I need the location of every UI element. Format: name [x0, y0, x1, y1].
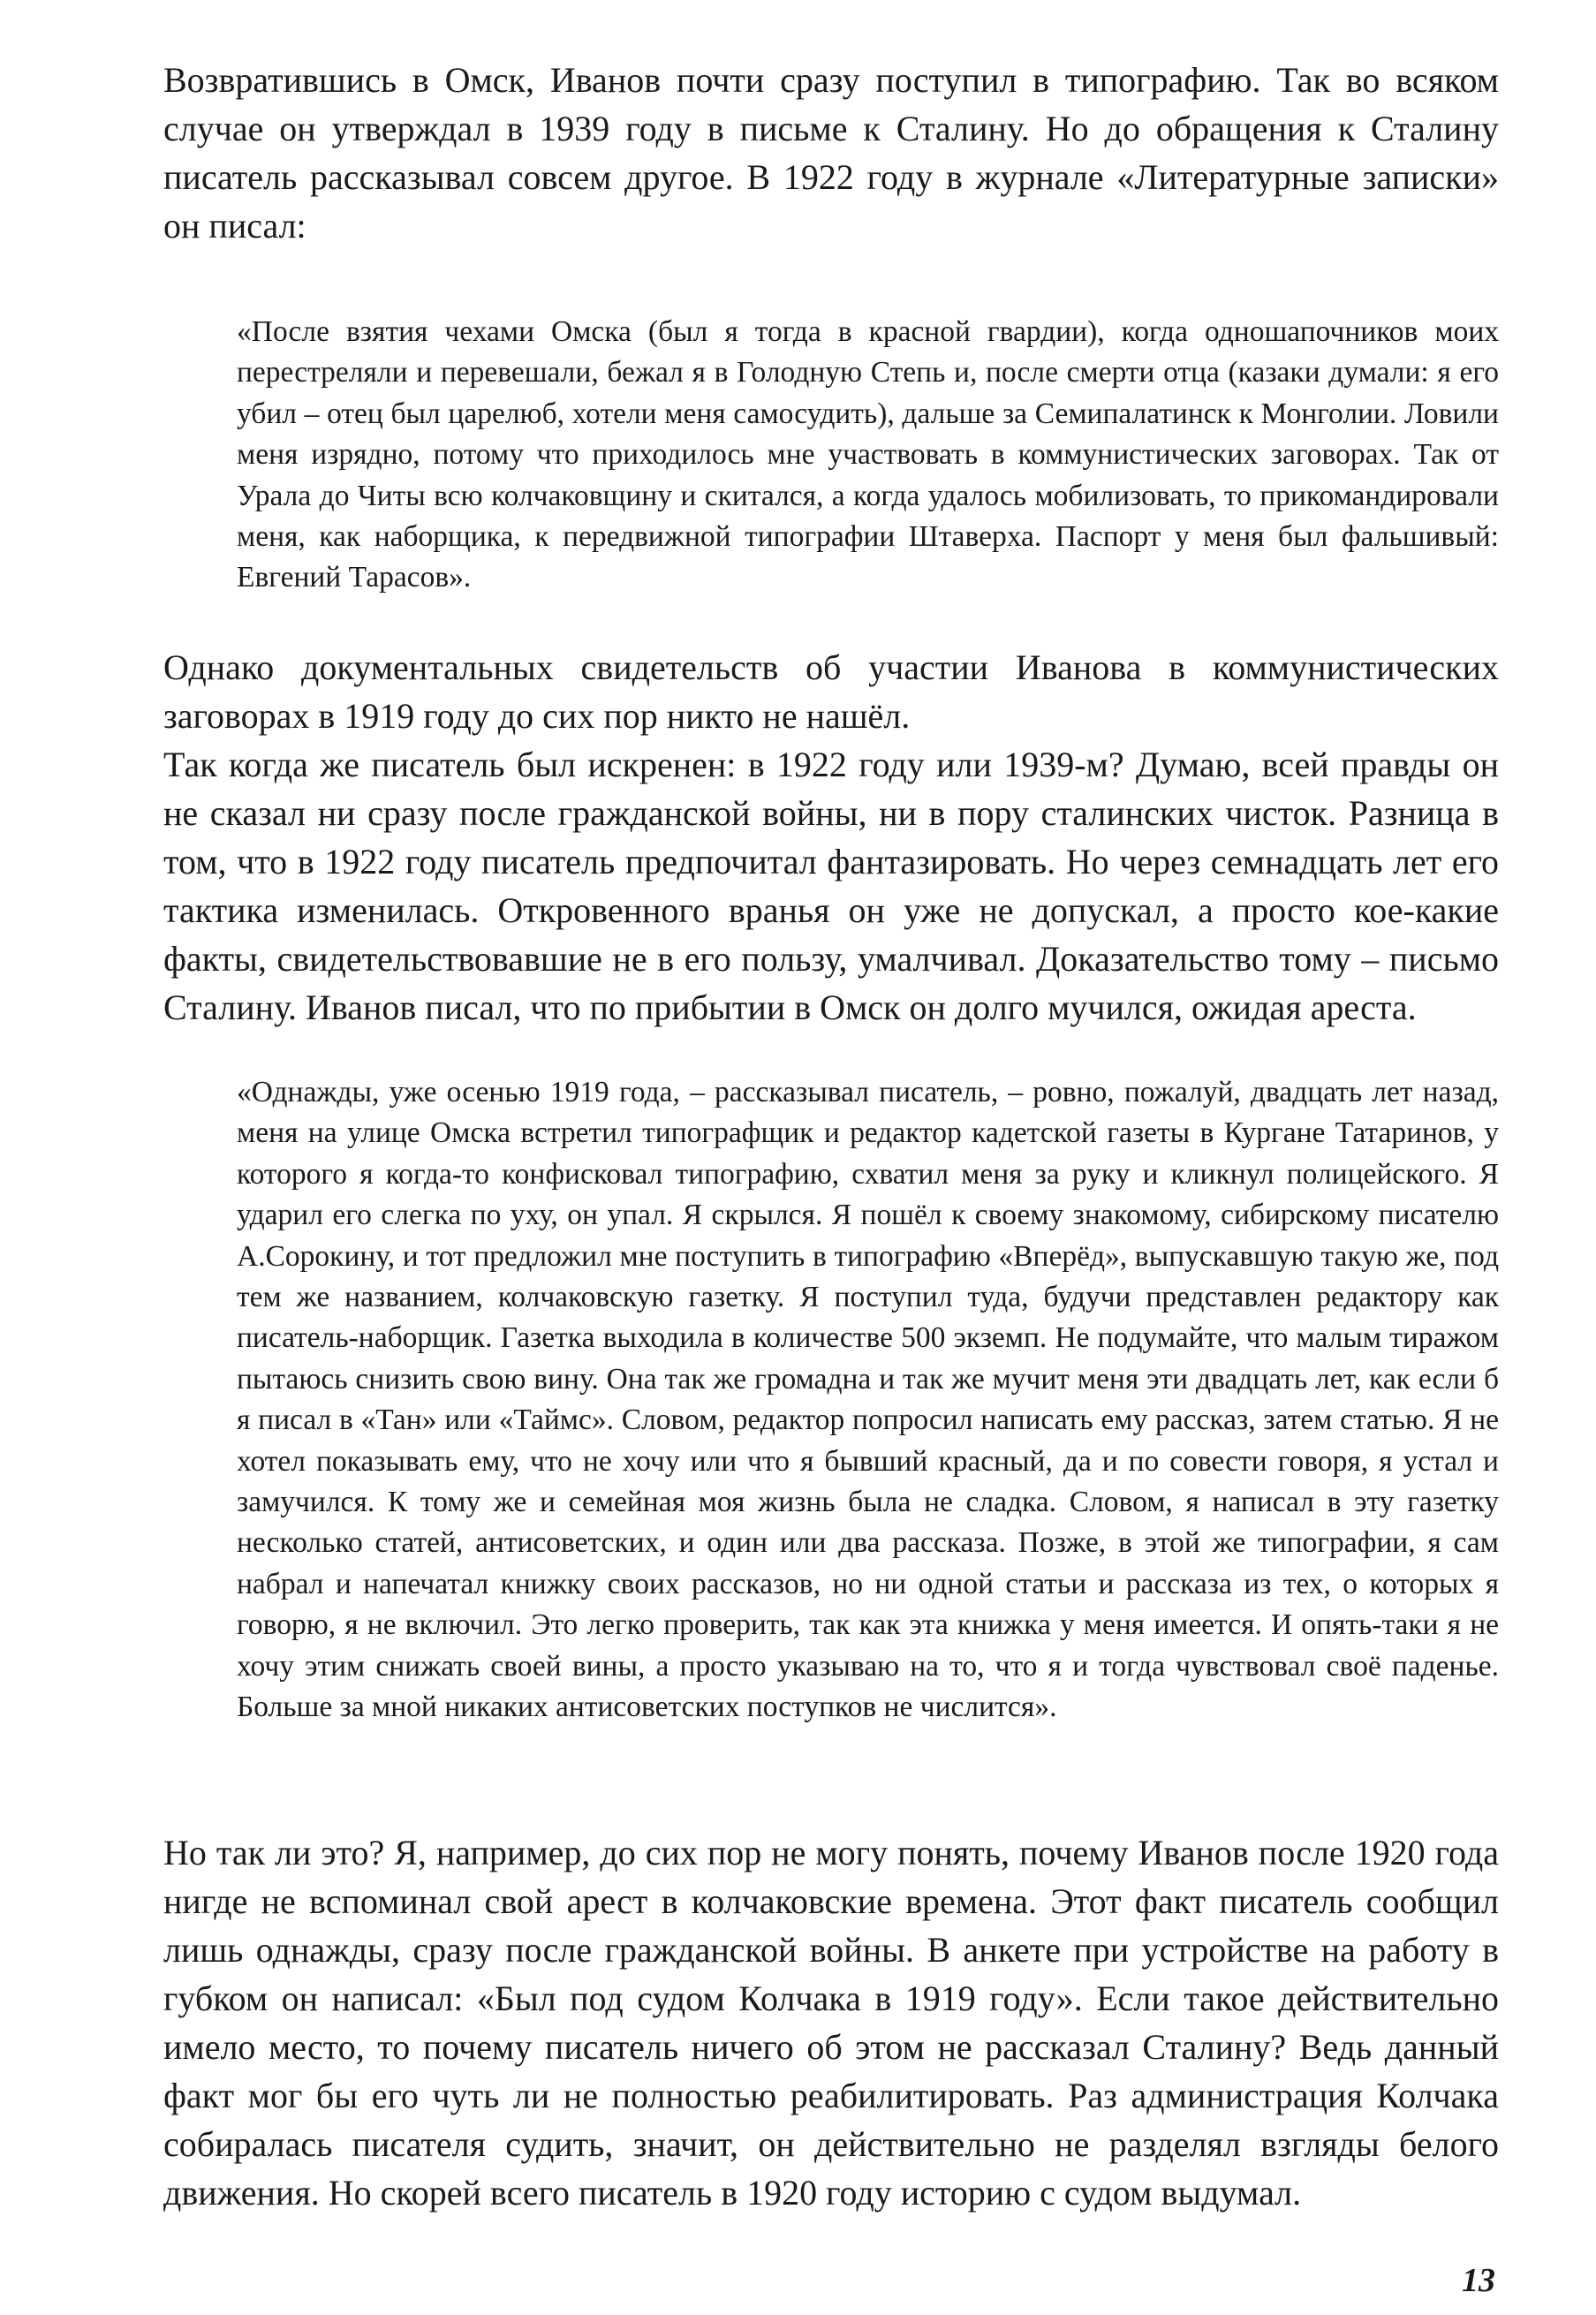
paragraph-4-block	[163, 1828, 1499, 2217]
paragraph-2: Однако документальных свидетельств об участии Иванова в коммунистических заговорах в 1919 году до сих пор никто не нашёл.	[163, 647, 1499, 736]
quote-1: «После взятия чехами Омска (был я тогда в красной гвардии), когда одношапочников моих перестреляли и перевешали, бежал я в Голодную Степь и, после смерти отца (казаки думали: я его убил – отец был царелюб, хотели меня самосудить), дальше за Семипалатинск к Монголии. Ловили меня изрядно, потому что приходилось мне участвовать в коммунистических заговорах. Так от Урала до Читы всю колчаковщину и скитался, а когда удалось мобилизовать, то прикомандировали меня, как наборщика, к передвижной типографии Штаверха. Паспорт у меня был фальшивый: Евгений Тарасов».	[237, 315, 1499, 594]
paragraph-1	[163, 56, 1499, 250]
paragraph-1-block	[163, 56, 1499, 250]
quote-1-block	[237, 312, 1499, 599]
page-number: 13	[1462, 2262, 1495, 2299]
paragraph-2-block	[163, 643, 1499, 1032]
quote-2-block	[237, 1072, 1499, 1729]
paragraph-3: Так когда же писатель был искренен: в 1922 году или 1939-м? Думаю, всей правды он не сказал ни сразу после гражданской войны, ни в пору сталинских чисток. Разница в том, что в 1922 году писатель предпочитал фантазировать. Но через семнадцать лет его тактика изменилась. Откровенного вранья он уже не допускал, а просто кое-какие факты, свидетельствовавшие не в его пользу, умалчивал. Доказательство тому – письмо Сталину. Иванов писал, что по прибытии в Омск он долго мучился, ожидая ареста.	[163, 745, 1499, 1027]
paragraph-4: Но так ли это? Я, например, до сих пор не могу понять, почему Иванов после 1920 года нигде не вспоминал свой арест в колчаковские времена. Этот факт писатель сообщил лишь однажды, сразу после гражданской войны. В анкете при устройстве на работу в губком он написал: «Был под судом Колчака в 1919 году». Если такое действительно имело место, то почему писатель ничего об этом не рассказал Сталину? Ведь данный факт мог бы его чуть ли не полностью реабилитировать. Раз администрация Колчака собиралась писателя судить, значит, он действительно не разделял взгляды белого движения. Но скорей всего писатель в 1920 году историю с судом выдумал.	[163, 1833, 1499, 2213]
quote-2: «Однажды, уже осенью 1919 года, – рассказывал писатель, – ровно, пожалуй, двадцать лет назад, меня на улице Омска встретил типографщик и редактор кадетской газеты в Кургане Татаринов, у которого я когда-то конфисковал типографию, схватил меня за руку и кликнул полицейского. Я ударил его слегка по уху, он упал. Я скрылся. Я пошёл к своему знакомому, сибирскому писателю А.Сорокину, и тот предложил мне поступить в типографию «Вперёд», выпускавшую такую же, под тем же названием, колчаковскую газетку. Я поступил туда, будучи представлен редактору как писатель-наборщик. Газетка выходила в количестве 500 экземп. Не подумайте, что малым тиражом пытаюсь снизить свою вину. Она так же громадна и так же мучит меня эти двадцать лет, как если б я писал в «Тан» или «Таймс». Словом, редактор попросил написать ему рассказ, затем статью. Я не хотел показывать ему, что не хочу или что я бывший красный, да и по совести говоря, я устал и замучился. К тому же и семейная моя жизнь была не сладка. Словом, я написал в эту газетку несколько статей, антисоветских, и один или два рассказа. Позже, в этой же типографии, я сам набрал и напечатал книжку своих рассказов, но ни одной статьи и рассказа из тех, о которых я говорю, я не включил. Это легко проверить, так как эта книжка у меня имеется. И опять-таки я не хочу этим снижать своей вины, а просто указываю на то, что я и тогда чувствовал своё паденье. Больше за мной никаких антисоветских поступков не числится».	[237, 1076, 1499, 1724]
paragraph-1-text: Возвратившись в Омск, Иванов почти сразу поступил в типографию. Так во всяком случае он утверждал в 1939 году в письме к Сталину. Но до обращения к Сталину писатель рассказывал совсем другое. В 1922 году в журнале «Литературные записки» он писал:	[163, 60, 1499, 246]
